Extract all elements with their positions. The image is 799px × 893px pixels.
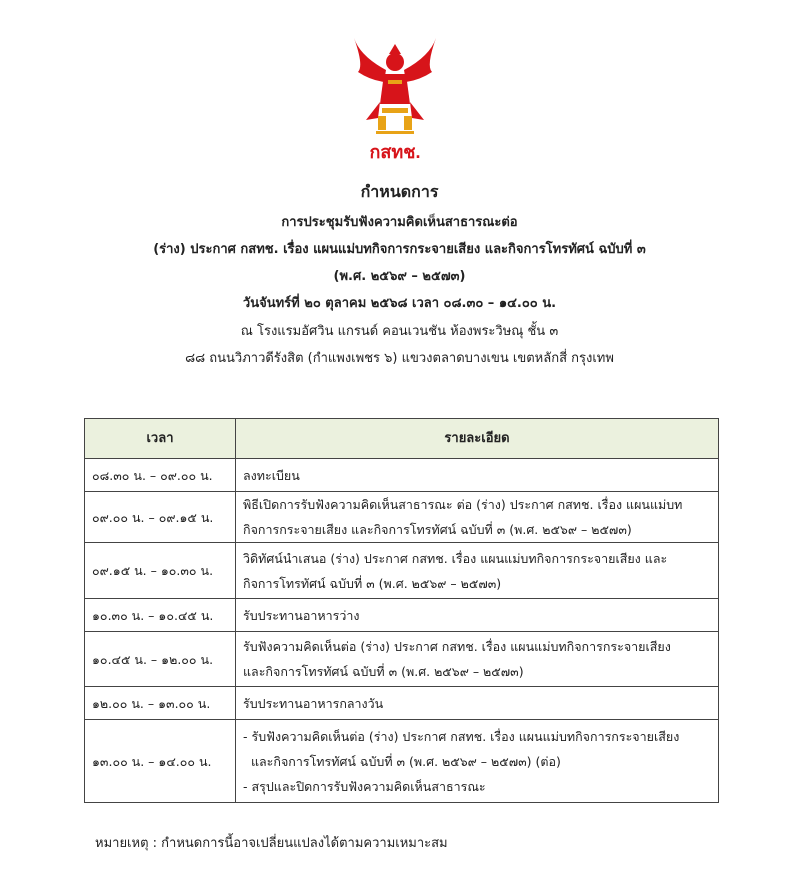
details-cell xyxy=(236,459,719,492)
time-cell: ๐๙.๑๕ น. – ๑๐.๓๐ น. xyxy=(85,543,236,599)
details-cell xyxy=(236,599,719,632)
details-cell xyxy=(236,492,719,543)
details-cell xyxy=(236,632,719,687)
details-line: วิดิทัศน์นำเสนอ (ร่าง) ประกาศ กสทช. เรื่อง แผนแม่บทกิจการกระจายเสียง และ xyxy=(243,550,668,566)
event-venue: ณ โรงแรมอัศวิน แกรนด์ คอนเวนชัน ห้องพระวิษณุ ชั้น ๓ xyxy=(240,324,559,339)
nbtc-garuda-logo xyxy=(350,36,440,162)
details-line: - รับฟังความคิดเห็นต่อ (ร่าง) ประกาศ กสทช. เรื่อง แผนแม่บทกิจการกระจายเสียง xyxy=(243,728,680,744)
subtitle-line-3: (พ.ศ. ๒๕๖๙ – ๒๕๗๓) xyxy=(333,269,466,284)
details-cell xyxy=(236,720,719,803)
details-line: กิจการโทรทัศน์ ฉบับที่ ๓ (พ.ศ. ๒๕๖๙ – ๒๕๗๓) xyxy=(243,575,502,591)
column-header-time: เวลา xyxy=(85,419,236,459)
time-cell: ๑๐.๔๕ น. – ๑๒.๐๐ น. xyxy=(85,632,236,687)
schedule-table xyxy=(84,418,719,803)
time-cell: ๑๐.๓๐ น. – ๑๐.๔๕ น. xyxy=(85,599,236,632)
time-cell: ๑๓.๐๐ น. – ๑๔.๐๐ น. xyxy=(85,720,236,803)
details-line: และกิจการโทรทัศน์ ฉบับที่ ๓ (พ.ศ. ๒๕๖๙ – ๒๕๗๓) xyxy=(243,664,524,679)
page-title: กำหนดการ xyxy=(360,182,439,201)
event-date: วันจันทร์ที่ ๒๐ ตุลาคม ๒๕๖๘ เวลา ๐๘.๓๐ – ๑๔.๐๐ น. xyxy=(242,296,557,311)
details-line: ลงทะเบียน xyxy=(243,467,300,483)
time-cell: ๐๙.๐๐ น. – ๐๙.๑๕ น. xyxy=(85,492,236,543)
details-line: - สรุปและปิดการรับฟังความคิดเห็นสาธารณะ xyxy=(243,778,486,794)
table-row xyxy=(85,599,719,632)
event-address: ๘๘ ถนนวิภาวดีรังสิต (กำแพงเพชร ๖) แขวงตลาดบางเขน เขตหลักสี่ กรุงเทพ xyxy=(185,351,614,366)
table-row xyxy=(85,632,719,687)
subtitle-line-2: (ร่าง) ประกาศ กสทช. เรื่อง แผนแม่บทกิจการกระจายเสียง และกิจการโทรทัศน์ ฉบับที่ ๓ xyxy=(153,242,646,257)
table-header-row xyxy=(85,419,719,459)
table-row xyxy=(85,459,719,492)
table-row xyxy=(85,720,719,803)
table-row xyxy=(85,492,719,543)
details-cell xyxy=(236,543,719,599)
details-line: รับประทานอาหารกลางวัน xyxy=(243,695,384,711)
time-cell: ๑๒.๐๐ น. – ๑๓.๐๐ น. xyxy=(85,687,236,720)
details-line: และกิจการโทรทัศน์ ฉบับที่ ๓ (พ.ศ. ๒๕๖๙ – ๒๕๗๓) (ต่อ) xyxy=(243,753,561,769)
details-line: พิธีเปิดการรับฟังความคิดเห็นสาธารณะ ต่อ (ร่าง) ประกาศ กสทช. เรื่อง แผนแม่บท xyxy=(243,497,683,512)
table-row xyxy=(85,543,719,599)
footnote: หมายเหตุ : กำหนดการนี้อาจเปลี่ยนแปลงได้ตามความเหมาะสม xyxy=(95,836,448,851)
logo-text: กสทช. xyxy=(369,142,421,162)
subtitle-line-1: การประชุมรับฟังความคิดเห็นสาธารณะต่อ xyxy=(281,215,518,230)
time-cell: ๐๘.๓๐ น. – ๐๙.๐๐ น. xyxy=(85,459,236,492)
details-line: รับประทานอาหารว่าง xyxy=(243,607,360,623)
details-line: รับฟังความคิดเห็นต่อ (ร่าง) ประกาศ กสทช. เรื่อง แผนแม่บทกิจการกระจายเสียง xyxy=(243,639,671,654)
table-row xyxy=(85,687,719,720)
column-header-details: รายละเอียด xyxy=(236,419,719,459)
details-cell xyxy=(236,687,719,720)
details-line: กิจการกระจายเสียง และกิจการโทรทัศน์ ฉบับที่ ๓ (พ.ศ. ๒๕๖๙ – ๒๕๗๓) xyxy=(243,522,632,537)
